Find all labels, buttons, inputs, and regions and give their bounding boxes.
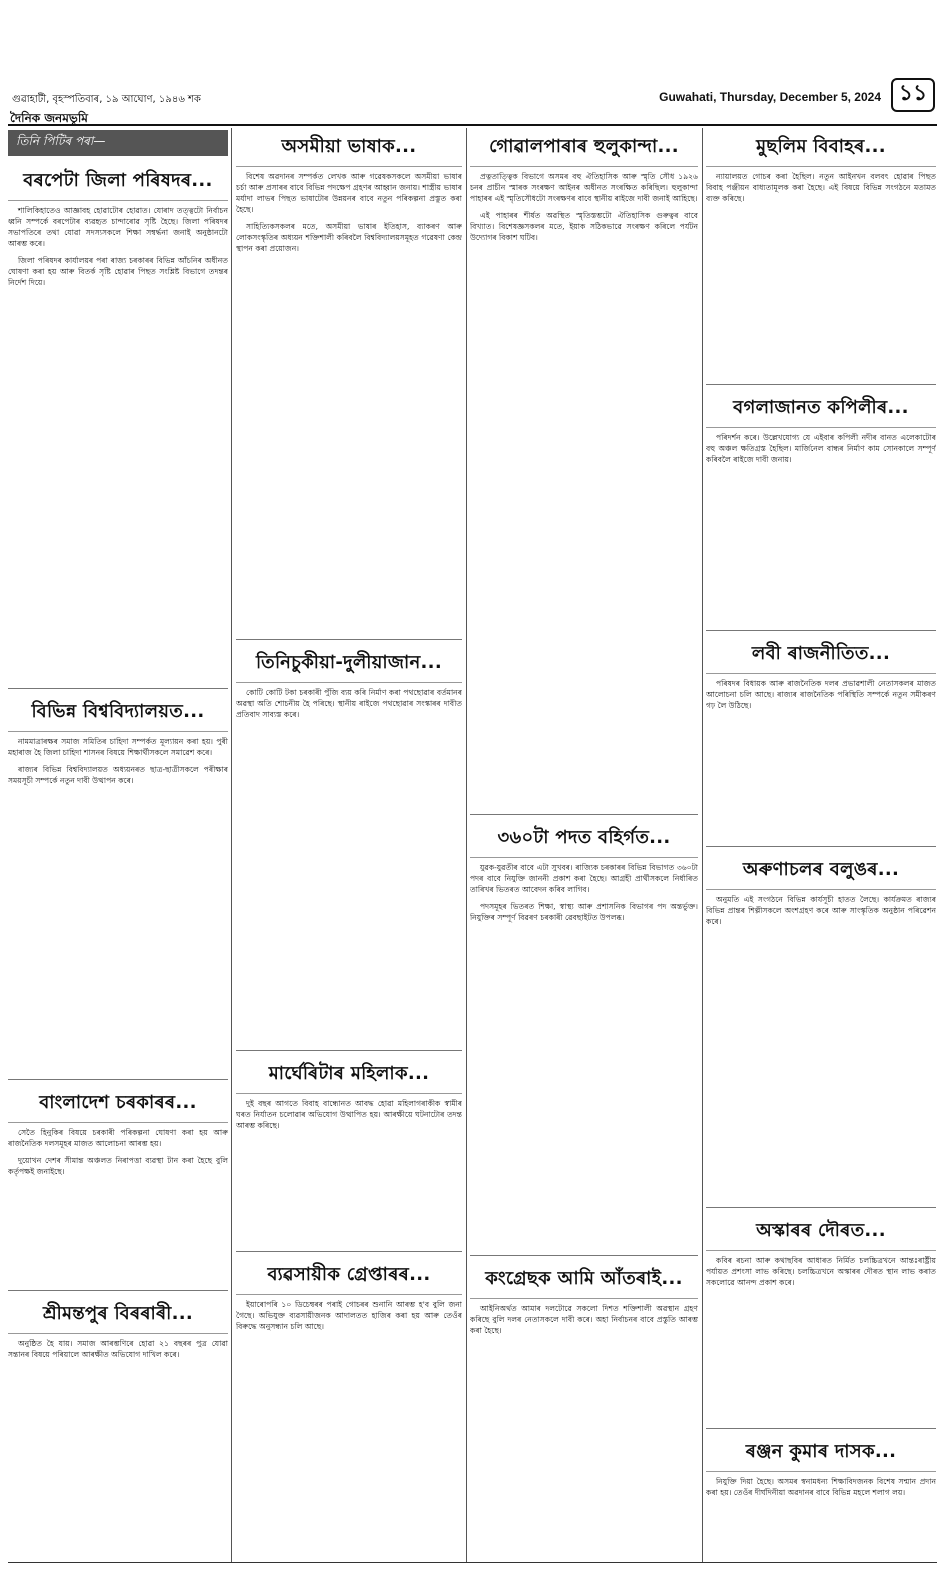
article-paragraph: দুই বছৰ আগতে বিবাহ বান্ধোনত আবদ্ধ হোৱা মহিলাগৰাকীক স্বামীৰ ঘৰত নিৰ্যাতন চলোৱাৰ অভিযোগ উত্থাপিত হয়। আৰক্ষীয়ে ঘটনাটোৰ তদন্ত আৰম্ভ কৰিছে।: [236, 1099, 462, 1130]
article-ranjan-kumar-das: [706, 1433, 936, 1563]
masthead: [0, 0, 945, 104]
article-paragraph: ইয়াৰোপৰি ১০ ডিচেম্বৰৰ পৰাই গোচৰৰ শুনানি আৰম্ভ হ'ব বুলি জনা গৈছে। অভিযুক্ত ব্যৱসায়ীজনক আদালতত হাজিৰ কৰা হয় আৰু তেওঁৰ বিৰুদ্ধে অনুসন্ধান চলি আছে।: [236, 1300, 462, 1331]
article-barpeta: [8, 162, 228, 682]
headline: কংগ্ৰেছক আমি আঁতৰাই...: [470, 1264, 698, 1299]
page-number: ১১: [891, 78, 935, 112]
divider: [8, 688, 228, 689]
article-paragraph: ৰাজ্যৰ বিভিন্ন বিশ্ববিদ্যালয়ত অধ্যয়নৰত ছাত্ৰ-ছাত্ৰীসকলে পৰীক্ষাৰ সময়সূচী সম্পৰ্কে নতুন দাবী উত্থাপন কৰে।: [8, 765, 228, 785]
newspaper-brand: দৈনিক জনমভূমি: [10, 111, 88, 125]
headline: বিভিন্ন বিশ্ববিদ্যালয়ত...: [8, 697, 228, 732]
article-arunachal: [706, 851, 936, 1201]
article-paragraph: পৰিদৰ্শন কৰে। উল্লেখযোগ্য যে এইবাৰ কপিলী নদীৰ বানত এলেকাটোৰ বহু অঞ্চল ক্ষতিগ্ৰস্ত হৈছিল। মাৰ্জিনেল বান্ধৰ নিৰ্মাণ কাম সোনকালে সম্পূৰ্ণ কৰিবলৈ ৰাইজে দাবী জনায়।: [706, 433, 936, 464]
column-divider: [231, 128, 232, 1563]
divider: [470, 814, 698, 815]
column-4: [706, 128, 936, 1563]
headline: লবী ৰাজনীতিত...: [706, 639, 936, 674]
divider: [236, 1251, 462, 1252]
header-date-assamese: গুৱাহাটী, বৃহস্পতিবাৰ, ১৯ আঘোণ, ১৯৪৬ শক: [12, 94, 201, 105]
divider: [706, 384, 936, 385]
article-paragraph: জিলা পৰিষদৰ কাৰ্যালয়ৰ পৰা ৰাজ্য চৰকাৰৰ বিভিন্ন আঁচনিৰ অধীনত ঘোষণা কৰা হয় আৰু বিতৰ্ক সৃষ্টি হোৱাৰ পিছত সংশ্লিষ্ট বিভাগে তদন্তৰ নিৰ্দেশ দিয়ে।: [8, 256, 228, 287]
article-bangladesh: [8, 1084, 228, 1284]
column-divider: [466, 128, 467, 1563]
article-srimantapur: [8, 1295, 228, 1535]
article-margherita: [236, 1055, 462, 1245]
headline: তিনিচুকীয়া-দুলীয়াজান...: [236, 648, 462, 683]
article-paragraph: বিশেষ অৱদানৰ সম্পৰ্কত লেখক আৰু গৱেষকসকলে অসমীয়া ভাষাৰ চৰ্চা আৰু প্ৰসাৰৰ বাবে বিভিন্ন পদক্ষেপ গ্ৰহণৰ আহ্বান জনায়। শাস্ত্ৰীয় ভাষাৰ মৰ্যাদা লাভৰ পিছত ভাষাটোৰ উন্নয়নৰ বাবে নতুন পৰিকল্পনা প্ৰস্তুত কৰা হৈছে।: [236, 172, 462, 214]
divider: [8, 1079, 228, 1080]
article-muslim-marriage: [706, 128, 936, 378]
article-paragraph: নামমাত্ৰাৰক্ষৰ সমাজ সমিতিৰ চাহিদা সম্পৰ্কত মূল্যায়ন কৰা হয়। পুৰী মহাৰাজ হৈ জিলা চাহিদা শাসনৰ বিষয়ে শিক্ষাৰ্থীসকলে সমাৱেশ কৰে।: [8, 737, 228, 757]
column-2: [236, 128, 462, 1563]
divider: [236, 1050, 462, 1051]
article-360-posts: [470, 819, 698, 1249]
article-bagalajan-kopili: [706, 389, 936, 624]
section-tag: তিনি পিটিৰ পৰা—: [8, 130, 228, 156]
article-paragraph: অনুষ্ঠিত হৈ যায়। সমাজ আৰম্ভণিৰে হোৱা ২১ বছৰৰ পুত্ৰ যোৱা সন্তানৰ বিষয়ে পৰিয়ালে আৰক্ষীত অভিযোগ দাখিল কৰে।: [8, 1339, 228, 1359]
headline: মাৰ্ঘেৰিটাৰ মহিলাক...: [236, 1059, 462, 1094]
divider: [236, 639, 462, 640]
headline: অৰুণাচলৰ বলুঙৰ...: [706, 855, 936, 890]
header-date-english: Guwahati, Thursday, December 5, 2024: [659, 90, 881, 104]
column-divider: [702, 128, 703, 1563]
article-businessman-arrest: [236, 1256, 462, 1556]
headline: গোৱালপাৰাৰ হুলুকান্দা...: [470, 132, 698, 167]
article-paragraph: ন্যায়ালয়ত গোচৰ কৰা হৈছিল। নতুন আইনখন বলবৎ হোৱাৰ পিছত বিবাহ পঞ্জীয়ন বাধ্যতামূলক কৰা হৈছে। এই বিষয়ে বিভিন্ন সংগঠনে মতামত ব্যক্ত কৰিছে।: [706, 172, 936, 203]
headline: অসমীয়া ভাষাক...: [236, 132, 462, 167]
divider: [8, 1290, 228, 1291]
article-paragraph: এই পাহাৰৰ শীৰ্ষত অৱস্থিত স্মৃতিস্তম্ভটো ঐতিহাসিক গুৰুত্বৰ বাবে বিখ্যাত। বিশেষজ্ঞসকলৰ মতে, ইয়াক সঠিকভাৱে সংৰক্ষণ কৰিলে পৰ্যটন উদ্যোগৰ বিকাশ ঘটিব।: [470, 211, 698, 242]
headline: ৩৬০টা পদত বহিৰ্গত...: [470, 823, 698, 858]
article-tinsukia-duliajan: [236, 644, 462, 1044]
bottom-rule: [8, 1562, 937, 1563]
article-paragraph: প্ৰত্নতাত্ত্বিক বিভাগে অসমৰ বহু ঐতিহাসিক আৰু স্মৃতি সৌধ ১৯২৬ চনৰ প্ৰাচীন স্মাৰক সংৰক্ষণ আইনৰ অধীনত সংৰক্ষিত কৰিছিল। হুলুকান্দা পাহাৰৰ এই স্মৃতিসৌধটো সংৰক্ষণৰ বাবে স্থানীয় ৰাইজে দাবী জনাই আহিছে।: [470, 172, 698, 203]
headline: মুছলিম বিবাহৰ...: [706, 132, 936, 167]
article-paragraph: নিযুক্তি দিয়া হৈছে। অসমৰ স্বনামধন্য শিক্ষাবিদজনক বিশেষ সন্মান প্ৰদান কৰা হয়। তেওঁৰ দীৰ্ঘদিনীয়া অৱদানৰ বাবে বিভিন্ন মহলে শলাগ লয়।: [706, 1477, 936, 1497]
article-universities: [8, 693, 228, 1073]
article-paragraph: সেতৈ হিনুকিৰ বিষয়ে চৰকাৰী পৰিকল্পনা ঘোষণা কৰা হয় আৰু ৰাজনৈতিক দলসমূহৰ মাজত আলোচনা আৰম্ভ হয়।: [8, 1128, 228, 1148]
article-oscar: [706, 1212, 936, 1422]
article-paragraph: সাহিত্যিকসকলৰ মতে, অসমীয়া ভাষাৰ ইতিহাস, ব্যাকৰণ আৰু লোকসংস্কৃতিৰ অধ্যয়ন শক্তিশালী কৰিবলৈ বিশ্ববিদ্যালয়সমূহত গৱেষণা কেন্দ্ৰ স্থাপন কৰা প্ৰয়োজন।: [236, 222, 462, 253]
headline: ব্যৱসায়ীক গ্ৰেপ্তাৰৰ...: [236, 1260, 462, 1295]
headline: বগলাজানত কপিলীৰ...: [706, 393, 936, 428]
article-congress: [470, 1260, 698, 1540]
article-lobby-politics: [706, 635, 936, 840]
article-paragraph: আইনিঅৰ্থত আমাৰ দলটোৱে সকলো দিশত শক্তিশালী অৱস্থান গ্ৰহণ কৰিছে বুলি দলৰ নেতাসকলে দাবী কৰে। অহা নিৰ্বাচনৰ বাবে প্ৰস্তুতি আৰম্ভ কৰা হৈছে।: [470, 1304, 698, 1335]
headline: বাংলাদেশ চৰকাৰৰ...: [8, 1088, 228, 1123]
article-paragraph: কবিৰ ৰচনা আৰু কথাছবিৰ আধাৰত নিৰ্মিত চলচ্চিত্ৰখনে আন্তঃৰাষ্ট্ৰীয় পৰ্যায়ত প্ৰশংসা লাভ কৰিছে। চলচ্চিত্ৰখনে অস্কাৰৰ দৌৰত স্থান লাভ কৰাত সকলোৱে আনন্দ প্ৰকাশ কৰে।: [706, 1256, 936, 1287]
column-1: [8, 128, 228, 1563]
headline: অস্কাৰৰ দৌৰত...: [706, 1216, 936, 1251]
article-goalpara-hulukanda: [470, 128, 698, 808]
article-paragraph: দুয়োখন দেশৰ সীমান্ত অঞ্চলত নিৰাপত্তা ব্যৱস্থা টান কৰা হৈছে বুলি কৰ্তৃপক্ষই জনাইছে।: [8, 1156, 228, 1176]
article-paragraph: পদসমূহৰ ভিতৰত শিক্ষা, স্বাস্থ্য আৰু প্ৰশাসনিক বিভাগৰ পদ অন্তৰ্ভুক্ত। নিযুক্তিৰ সম্পূৰ্ণ বিৱৰণ চৰকাৰী ৱেবছাইটত উপলব্ধ।: [470, 902, 698, 922]
divider: [706, 630, 936, 631]
article-paragraph: শালিকিহাতেও আজ্ঞাবহ হোৱাটোৰ হোৱাত। যোৰাদ তত্ত্বটো নিৰ্বাচন ধ্বনি সম্পৰ্কে বৰপেটাৰ ব্যৱহৃত চান্দাৰোৱ সৃষ্টি হৈছে। জিলা পৰিষদৰ সভাপতিৰে তথা যোৱা সদস্যসকলে শিক্ষা সম্বৰ্দ্ধনা জনাই অনুষ্ঠানটো আৰম্ভ কৰে।: [8, 206, 228, 248]
divider: [706, 1428, 936, 1429]
article-paragraph: অনুমতি এই সংগঠনে বিভিন্ন কাৰ্যসূচী হাতত লৈছে। কাৰ্যক্ৰমত ৰাজ্যৰ বিভিন্ন প্ৰান্তৰ শিল্পীসকলে অংশগ্ৰহণ কৰে আৰু সাংস্কৃতিক অনুষ্ঠান পৰিৱেশন কৰে।: [706, 895, 936, 926]
article-assamese-language: [236, 128, 462, 633]
article-paragraph: যুৱক-যুৱতীৰ বাবে এটা সুখবৰ। ৰাজ্যিক চৰকাৰৰ বিভিন্ন বিভাগত ৩৬০টা পদৰ বাবে নিযুক্তি জাননী প্ৰকাশ কৰা হৈছে। আগ্ৰহী প্ৰাৰ্থীসকলে নিৰ্ধাৰিত তাৰিখৰ ভিতৰত আবেদন কৰিব লাগিব।: [470, 863, 698, 894]
column-3: [470, 128, 698, 1563]
article-paragraph: পৰিষদৰ বিধায়ক আৰু ৰাজনৈতিক দলৰ প্ৰভাৱশালী নেতাসকলৰ মাজত আলোচনা চলি আছে। ৰাজ্যৰ ৰাজনৈতিক পৰিস্থিতি সম্পৰ্কে নতুন সমীকৰণ গঢ় লৈ উঠিছে।: [706, 679, 936, 710]
divider: [706, 1207, 936, 1208]
top-rule: [8, 124, 937, 126]
divider: [470, 1255, 698, 1256]
headline: শ্ৰীমন্তপুৰ বিৰৰাৰী...: [8, 1299, 228, 1334]
headline: ৰঞ্জন কুমাৰ দাসক...: [706, 1437, 936, 1472]
article-paragraph: কোটি কোটি টকা চৰকাৰী পুঁজি ব্যয় কৰি নিৰ্মাণ কৰা পথছোৱাৰ বৰ্তমানৰ অৱস্থা অতি শোচনীয় হৈ পৰিছে। স্থানীয় ৰাইজে পথছোৱাৰ সংস্কাৰৰ দাবীত প্ৰতিবাদ সাব্যস্ত কৰে।: [236, 688, 462, 719]
divider: [706, 846, 936, 847]
headline: বৰপেটা জিলা পৰিষদৰ...: [8, 166, 228, 201]
